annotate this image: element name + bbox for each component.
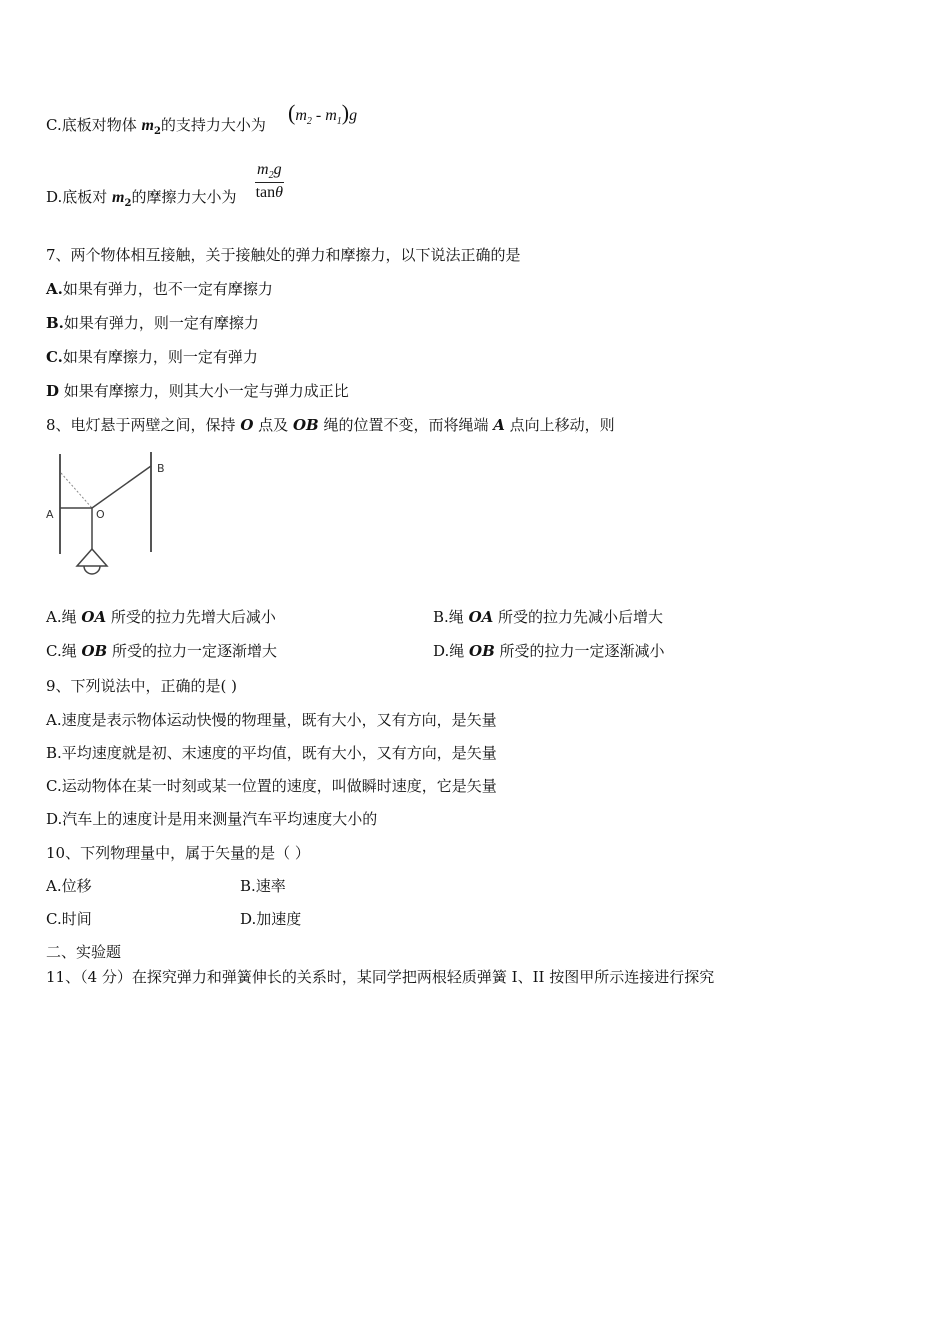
den-tan: tan	[255, 184, 276, 202]
q7-option-d	[46, 381, 349, 401]
q8-lamp-figure	[44, 448, 174, 580]
q6-option-c-formula	[288, 100, 357, 127]
option-rope: OB	[81, 642, 108, 660]
lamp-bulb	[84, 566, 100, 574]
q6-option-d-prefix: D.底板对	[46, 188, 113, 206]
formula-open-paren: (	[288, 100, 296, 125]
den-theta: θ	[275, 184, 283, 202]
label-o: O	[96, 508, 105, 521]
num-sub: 2	[268, 170, 274, 182]
option-post: 所受的拉力先增大后减小	[106, 608, 276, 626]
option-rope: OA	[81, 608, 107, 626]
q10-option-b: B.速率	[240, 877, 286, 895]
q6-option-c-prefix: C.底板对物体	[46, 116, 142, 134]
q6-option-c	[46, 115, 266, 142]
option-letter: B.	[46, 314, 64, 332]
fraction-numerator	[255, 161, 284, 183]
lamp-shade	[77, 549, 107, 566]
q6-option-c-suffix: 的支持力大小为	[160, 116, 266, 134]
q8-stem	[46, 415, 615, 435]
formula-m2-sub: 2	[306, 116, 312, 128]
option-letter: C.	[46, 348, 63, 366]
q9-option-b: B.平均速度就是初、末速度的平均值，既有大小，又有方向，是矢量	[46, 744, 497, 762]
q8-rope-ob: OB	[292, 416, 319, 434]
q9-stem: 9、下列说法中，正确的是( )	[46, 677, 238, 695]
label-a: A	[46, 508, 54, 521]
q6-option-d-suffix: 的摩擦力大小为	[131, 188, 237, 206]
q8-stem-part: 8、电灯悬于两壁之间，保持	[46, 416, 241, 434]
q10-option-c: C.时间	[46, 910, 92, 928]
q6-option-d-var: m	[112, 189, 125, 206]
formula-g: g	[349, 107, 358, 124]
q6-option-c-var: m	[141, 117, 154, 134]
option-text: 如果有弹力，也不一定有摩擦力	[62, 280, 273, 298]
option-pre: D.绳	[433, 642, 470, 660]
section-title: 二、实验题	[46, 943, 122, 961]
formula-m1-sub: 1	[336, 116, 342, 128]
q10-stem: 10、下列物理量中，属于矢量的是（ ）	[46, 844, 310, 862]
formula-close-paren: )	[341, 100, 350, 125]
q7-stem: 7、两个物体相互接触，关于接触处的弹力和摩擦力，以下说法正确的是	[46, 246, 521, 264]
q10-option-d: D.加速度	[240, 910, 302, 928]
rope-ob	[92, 466, 151, 508]
q8-option-d	[433, 641, 665, 661]
option-text: 如果有摩擦力，则一定有弹力	[62, 348, 258, 366]
q6-option-d-sub: 2	[124, 198, 132, 209]
option-pre: B.绳	[433, 608, 469, 626]
q7-option-b	[46, 313, 259, 333]
q9-option-a: A.速度是表示物体运动快慢的物理量，既有大小，又有方向，是矢量	[46, 711, 497, 729]
q11-stem: 11、（4 分）在探究弹力和弹簧伸长的关系时，某同学把两根轻质弹簧 I、II 按图甲所示连接进行探究	[46, 968, 715, 986]
q7-option-a	[46, 279, 273, 299]
option-text: 如果有弹力，则一定有摩擦力	[63, 314, 259, 332]
option-post: 所受的拉力先减小后增大	[493, 608, 664, 626]
option-rope: OA	[468, 608, 494, 626]
option-letter: D	[46, 382, 60, 400]
q6-option-c-sub: 2	[153, 126, 161, 137]
option-text: 如果有摩擦力，则其大小一定与弹力成正比	[59, 382, 349, 400]
q6-option-d	[46, 187, 236, 214]
option-post: 所受的拉力一定逐渐增大	[107, 642, 278, 660]
fraction-denominator	[255, 183, 284, 202]
option-letter: A.	[46, 280, 63, 298]
label-b: B	[157, 462, 165, 475]
q9-option-c: C.运动物体在某一时刻或某一位置的速度，叫做瞬时速度，它是矢量	[46, 777, 497, 795]
option-pre: C.绳	[46, 642, 82, 660]
option-pre: A.绳	[46, 608, 82, 626]
dashed-rope-new-position	[61, 473, 92, 508]
q7-option-c	[46, 347, 258, 367]
q8-option-b	[433, 607, 663, 627]
formula-minus: -	[311, 107, 326, 124]
q8-option-c	[46, 641, 277, 661]
option-post: 所受的拉力一定逐渐减小	[494, 642, 665, 660]
q6-option-d-fraction	[255, 161, 284, 202]
q9-option-d: D.汽车上的速度计是用来测量汽车平均速度大小的	[46, 810, 378, 828]
q8-stem-part: 绳的位置不变，而将绳端	[318, 416, 494, 434]
num-m: m	[257, 161, 269, 178]
q8-stem-part: 点向上移动，则	[504, 416, 615, 434]
q10-option-a: A.位移	[46, 877, 92, 895]
formula-m1: m	[325, 107, 337, 124]
q8-stem-part: 点及	[253, 416, 293, 434]
num-g: g	[273, 161, 282, 178]
option-rope: OB	[469, 642, 495, 660]
q8-point-a: A	[493, 416, 505, 434]
formula-m2: m	[295, 107, 307, 124]
q8-point-o: O	[240, 416, 254, 434]
q8-option-a	[46, 607, 276, 627]
